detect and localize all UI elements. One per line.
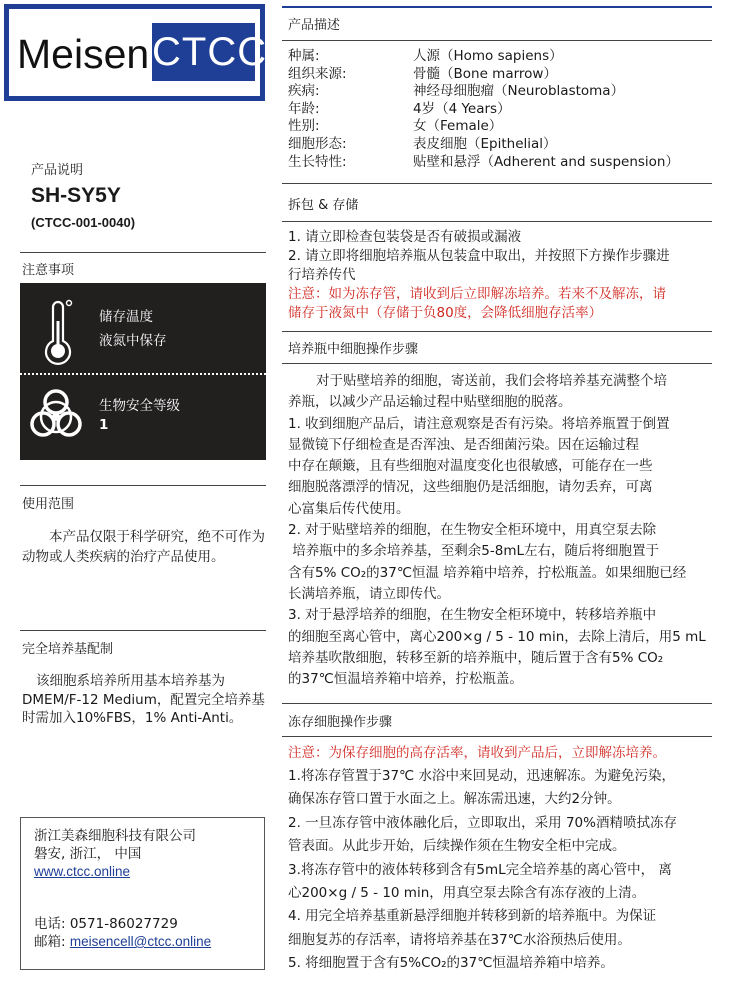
desc-key: 生长特性: <box>288 153 347 170</box>
desc-row <box>288 101 511 119</box>
desc-row <box>288 136 557 154</box>
step-line: 2. 对于贴壁培养的细胞，在生物安全柜环境中，用真空泵去除 <box>288 522 657 539</box>
medium-title: 完全培养基配制 <box>22 642 114 657</box>
desc-row <box>288 48 563 66</box>
logo-ctcc-text: CTCC <box>152 23 255 81</box>
medium-line: 该细胞系培养所用基本培养基为 <box>36 673 225 689</box>
divider <box>282 363 712 364</box>
medium-line: 时需加入10%FBS，1% Anti-Anti。 <box>22 710 243 726</box>
panel-divider <box>20 373 266 375</box>
divider <box>20 630 266 631</box>
step-line: 1.将冻存管置于37℃ 水浴中来回晃动，迅速解冻。为避免污染， <box>288 768 676 784</box>
step-line: 5. 将细胞置于含有5%CO₂的37℃恒温培养箱中培养。 <box>288 955 614 972</box>
product-intro-label: 产品说明 <box>31 163 84 178</box>
desc-key: 种属: <box>288 48 320 64</box>
medium-line: DMEM/F-12 Medium，配置完全培养基 <box>22 691 265 708</box>
step-line: 的细胞至离心管中，离心200×g / 5 - 10 min，去除上清后，用5 mL <box>288 628 706 645</box>
step-line: 养瓶，以减少产品运输过程中贴壁细胞的脱落。 <box>288 394 572 411</box>
step-line: 中存在颠簸，且有些细胞对温度变化也很敏感，可能存在一些 <box>288 458 653 475</box>
unpack-steps <box>288 228 670 323</box>
unpack-step: 1. 请立即检查包装袋是否有破损或漏液 <box>288 229 522 245</box>
top-divider <box>282 6 712 8</box>
storage-panel <box>20 283 266 460</box>
desc-key: 细胞形态: <box>288 136 347 152</box>
frozen-warning: 注意：为保存细胞的高存活率，请收到产品后，立即解冻培养。 <box>288 745 666 761</box>
step-line: 确保冻存管口置于水面之上。解冻需迅速，大约2分钟。 <box>288 791 621 808</box>
unpack-warning: 储存于液氮中（存储于负80度，会降低细胞存活率） <box>288 305 603 321</box>
divider <box>282 40 712 41</box>
company-box <box>20 817 265 970</box>
desc-title: 产品描述 <box>288 18 341 33</box>
desc-value: 人源（Homo sapiens） <box>413 48 563 64</box>
notice-title: 注意事项 <box>22 263 75 278</box>
medium-text <box>22 672 265 728</box>
frozen-title: 冻存细胞操作步骤 <box>288 715 393 730</box>
scope-text: 本产品仅限于科学研究，绝不可作为动物或人类疾病的治疗产品使用。 <box>22 529 265 565</box>
storage-temp-label: 储存温度 <box>99 309 153 325</box>
company-name: 浙江美森细胞科技有限公司 <box>34 828 196 844</box>
unpack-title: 拆包 & 存储 <box>288 198 359 213</box>
divider <box>282 703 712 704</box>
divider <box>20 485 266 486</box>
step-line: 的37℃恒温培养箱中培养，拧松瓶盖。 <box>288 671 523 688</box>
phone-text: 电话: 0571-86027729 <box>34 916 178 932</box>
website-link[interactable]: www.ctcc.online <box>34 864 131 879</box>
desc-value: 4岁（4 Years） <box>413 100 511 117</box>
desc-value: 女（Female） <box>413 118 503 135</box>
divider <box>282 183 712 184</box>
unpack-warning: 注意：如为冻存管，请收到后立即解冻培养。若来不及解冻，请 <box>288 286 666 302</box>
step-line: 3. 对于悬浮培养的细胞，在生物安全柜环境中，转移培养瓶中 <box>288 607 657 624</box>
desc-row <box>288 154 679 172</box>
step-line: 1. 收到细胞产品后，请注意观察是否有污染。将培养瓶置于倒置 <box>288 415 670 432</box>
step-line: 细胞脱落漂浮的情况，这些细胞仍是活细胞，请勿丢弃，可离 <box>288 479 653 496</box>
desc-value: 骨髓（Bone marrow） <box>413 65 557 82</box>
ctcc-logo <box>4 4 268 101</box>
cell-line-code: (CTCC-001-0040) <box>31 215 136 230</box>
step-line: 心富集后传代使用。 <box>288 500 410 517</box>
unpack-step: 行培养传代 <box>288 267 356 283</box>
biosafety-value: 1 <box>99 417 109 433</box>
biosafety-label: 生物安全等级 <box>99 398 180 414</box>
flask-title: 培养瓶中细胞操作步骤 <box>288 342 419 357</box>
desc-key: 组织来源: <box>288 65 347 82</box>
divider <box>20 252 266 253</box>
desc-row <box>288 66 557 84</box>
divider <box>282 736 712 737</box>
step-line: 对于贴壁培养的细胞，寄送前，我们会将培养基充满整个培 <box>316 373 667 389</box>
company-address: 磐安, 浙江， 中国 <box>34 846 142 862</box>
email-line <box>34 933 211 951</box>
desc-key: 年龄: <box>288 100 320 117</box>
step-line: 显微镜下仔细检查是否浑浊、是否细菌污染。因在运输过程 <box>288 436 639 453</box>
frozen-steps <box>288 765 677 976</box>
flask-steps <box>288 371 706 690</box>
step-line: 长满培养瓶，请立即传代。 <box>288 585 450 602</box>
step-line: 管表面。从此步开始，后续操作须在生物安全柜中完成。 <box>288 838 626 855</box>
desc-key: 疾病: <box>288 83 320 100</box>
divider <box>282 221 712 222</box>
step-line: 培养瓶中的多余培养基，至剩余5-8mL左右，随后将细胞置于 <box>288 543 660 560</box>
email-label: 邮箱: <box>34 934 70 950</box>
desc-key: 性别: <box>288 118 320 135</box>
unpack-step: 2. 请立即将细胞培养瓶从包装盒中取出，并按照下方操作步骤进 <box>288 248 670 264</box>
step-line: 细胞复苏的存活率，请将培养基在37℃水浴预热后使用。 <box>288 931 631 948</box>
divider <box>282 331 712 332</box>
step-line: 2. 一旦冻存管中液体融化后，立即取出，采用 70%酒精喷拭冻存 <box>288 814 677 831</box>
desc-row <box>288 118 502 136</box>
scope-title: 使用范围 <box>22 497 75 512</box>
step-line: 4. 用完全培养基重新悬浮细胞并转移到新的培养瓶中。为保证 <box>288 908 657 925</box>
step-line: 3.将冻存管中的液体转移到含有5mL完全培养基的离心管中， 离 <box>288 861 672 878</box>
step-line: 含有5% CO₂的37℃恒温 培养箱中培养，拧松瓶盖。如果细胞已经 <box>288 564 687 581</box>
step-line: 心200×g / 5 - 10 min，用真空泵去除含有冻存液的上清。 <box>288 885 646 902</box>
storage-temp-value: 液氮中保存 <box>99 333 167 349</box>
biohazard-icon <box>26 387 86 443</box>
desc-value: 贴壁和悬浮（Adherent and suspension） <box>413 153 679 170</box>
desc-row <box>288 83 624 101</box>
step-line: 培养基吹散细胞，转移至新的培养瓶中，随后置于含有5% CO₂ <box>288 649 664 666</box>
thermometer-icon <box>40 299 76 367</box>
cell-line-name: SH-SY5Y <box>31 184 121 207</box>
desc-value: 神经母细胞瘤（Neuroblastoma） <box>413 83 625 100</box>
logo-meisen-text: Meisen <box>17 31 150 77</box>
email-link[interactable]: meisencell@ctcc.online <box>69 934 212 949</box>
desc-value: 表皮细胞（Epithelial） <box>413 136 557 152</box>
